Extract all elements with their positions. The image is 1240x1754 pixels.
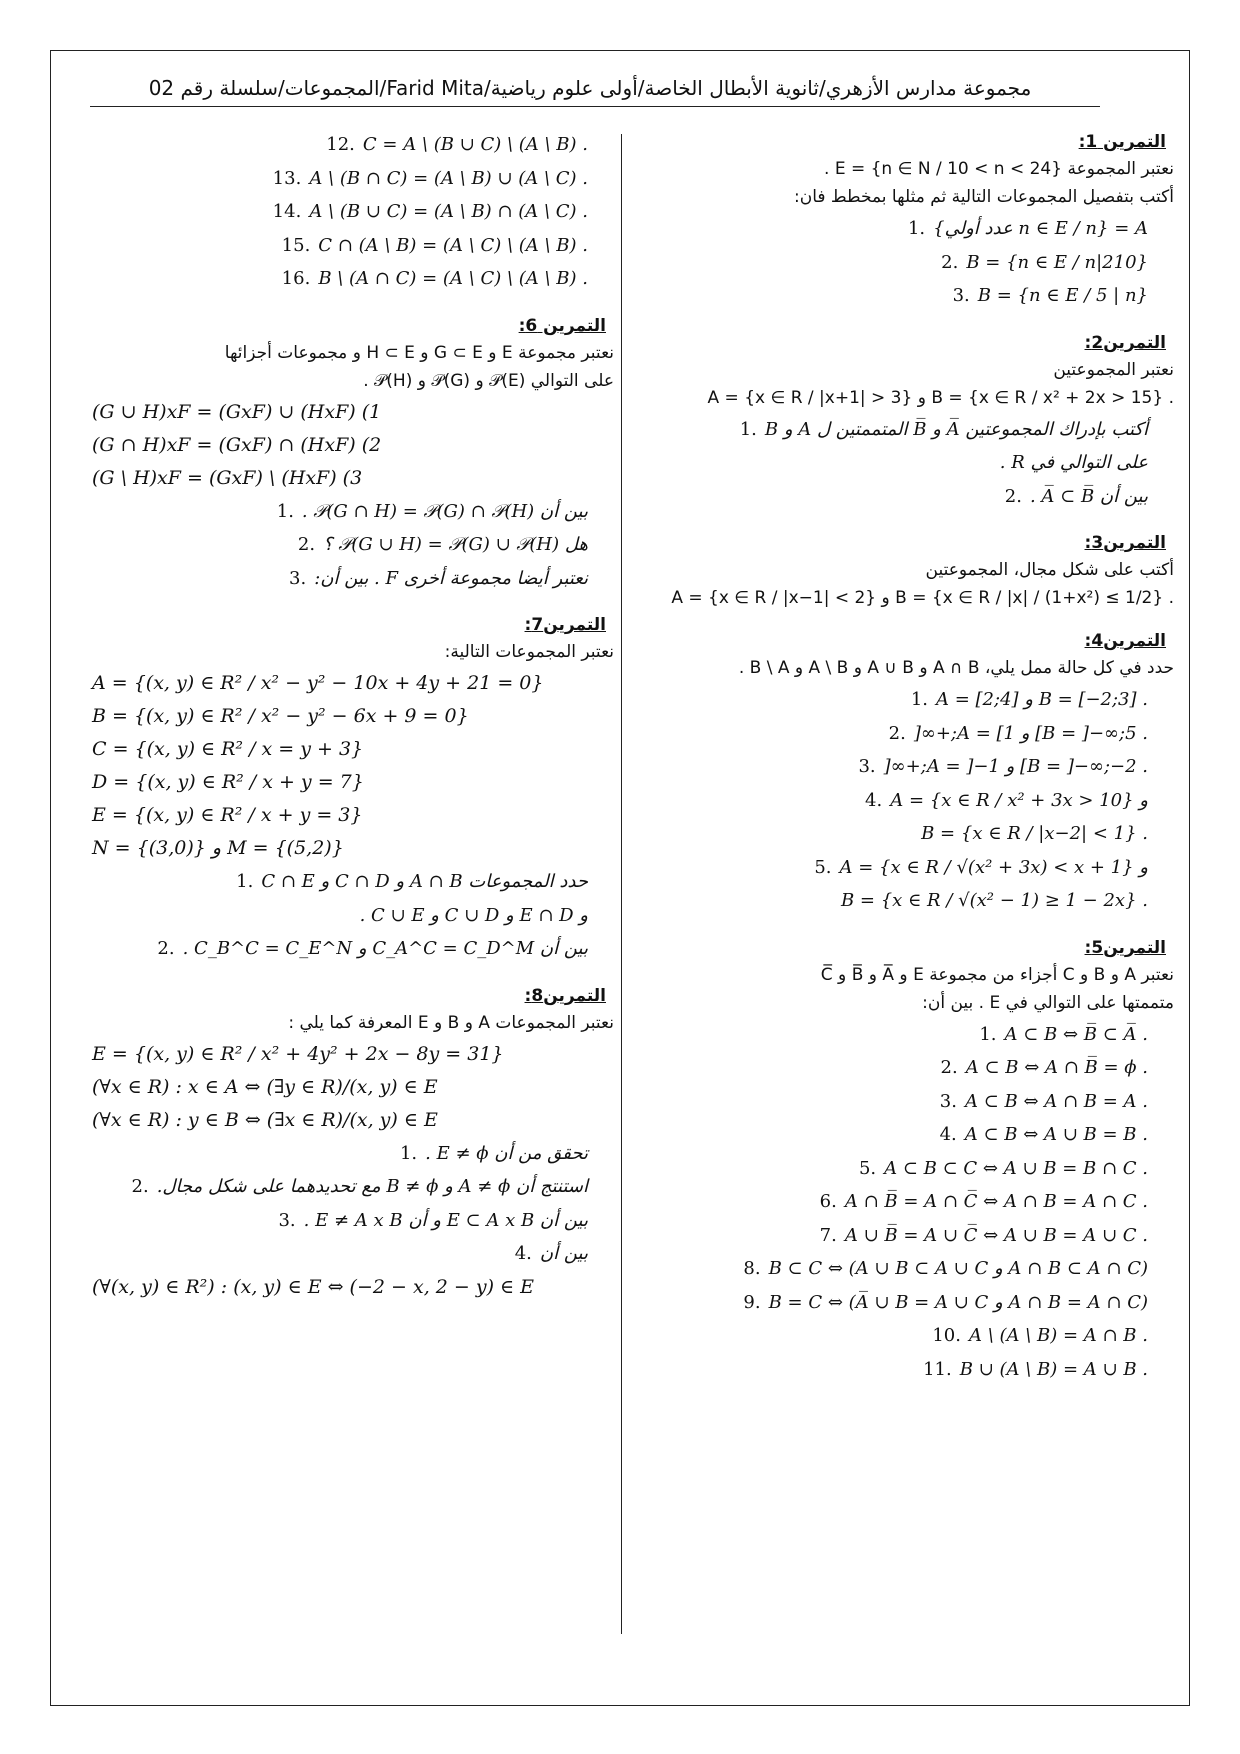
item-number: .6 <box>819 1191 837 1212</box>
math-list <box>62 396 614 495</box>
list-item <box>62 229 614 263</box>
exercise-intro: حدد في كل حالة ممل يلي، A ∩ B و A ∪ B و A \ B و B \ A . <box>738 658 1174 678</box>
right-exercise <box>634 631 1174 918</box>
list-item <box>62 495 614 529</box>
exercise-title: التمرين2: <box>1084 332 1166 353</box>
item-number: .4 <box>514 1243 532 1264</box>
item-text: على التوالي في R . <box>999 452 1148 473</box>
item-number: .9 <box>743 1291 761 1313</box>
item-text: . A ⊂ B ⇔ A ∩ B̅ = ϕ <box>965 1057 1148 1078</box>
list-item <box>634 480 1174 514</box>
math-list <box>62 1038 614 1137</box>
list-item <box>634 1353 1174 1387</box>
list-item <box>634 817 1174 851</box>
item-text: . B = [−2;3] و A = [2;4] <box>936 689 1148 710</box>
math-line: C = {(x, y) ∈ R² / x = y + 3} <box>92 738 364 760</box>
item-text: و A = {x ∈ R / x² + 3x > 10} <box>890 789 1148 811</box>
item-text: B = {n ∈ E / 5 | n} <box>977 285 1148 306</box>
exercise-title: التمرين3: <box>1084 533 1166 553</box>
item-list <box>62 1137 614 1271</box>
item-text: . B = {x ∈ R / |x−2| < 1} <box>921 823 1148 844</box>
item-text: تحقق من أن E ≠ ϕ . <box>425 1142 588 1164</box>
item-text: . A \ (B ∩ C) = (A \ B) ∪ (A \ C) <box>309 167 588 189</box>
item-text: . B = ]−∞;−2] و A = ]−1;+∞[ <box>883 756 1148 777</box>
list-item <box>62 932 614 966</box>
item-number: .1 <box>739 418 757 440</box>
exercise-intro: نعتبر مجموعة E و G ⊂ E و H ⊂ E و مجموعات أجزائها <box>224 342 614 363</box>
list-item <box>634 1286 1174 1320</box>
item-text: . A ⊂ B ⇔ B̅ ⊂ A̅ <box>1004 1023 1148 1045</box>
item-text: أكتب بإدراك المجموعتين A̅ و B̅ المتممتين ل A و B <box>764 418 1148 440</box>
item-number: .2 <box>297 534 316 555</box>
item-list <box>634 413 1174 514</box>
item-number: .4 <box>865 789 883 811</box>
math-list-after <box>62 1271 614 1304</box>
item-number: .16 <box>281 268 311 289</box>
item-text: بين أن E ⊂ A x B و أن E ≠ A x B . <box>303 1209 588 1231</box>
item-text: . A ⊂ B ⇔ A ∩ B = A <box>964 1090 1148 1112</box>
item-list <box>62 128 614 296</box>
item-text: و A = {x ∈ R / √(x² + 3x) < x + 1} <box>839 856 1148 878</box>
item-number: .1 <box>399 1142 418 1164</box>
item-number: .1 <box>910 689 928 710</box>
item-text: . B = ]−∞;5] و A = [1;+∞[ <box>913 722 1148 744</box>
item-text: بين أن 𝒫(G ∩ H) = 𝒫(G) ∩ 𝒫(H) . <box>301 500 588 522</box>
item-number: .12 <box>326 134 355 155</box>
item-number: .2 <box>888 722 906 744</box>
list-item <box>634 212 1174 246</box>
math-line: A = {(x, y) ∈ R² / x² − y² − 10x + 4y + 21 = 0} <box>92 672 544 694</box>
right-exercise <box>634 333 1174 514</box>
list-item <box>634 1152 1174 1186</box>
list-item <box>62 562 614 596</box>
math-line: (G \ H)xF = (GxF) \ (HxF) (3 <box>92 466 363 489</box>
item-text: . A ⊂ B ⊂ C ⇔ A ∪ B = B ∩ C <box>884 1157 1148 1179</box>
item-text: . B = {x ∈ R / √(x² − 1) ≥ 1 − 2x} <box>840 890 1148 911</box>
exercise-intro: نعتبر A و B و C أجزاء من مجموعة E و A̅ و B̅ و C̅ <box>820 964 1174 985</box>
list-item <box>634 784 1174 818</box>
item-list <box>634 1018 1174 1387</box>
item-text: بين أن <box>539 1243 588 1264</box>
item-text: B = {n ∈ E / n|210} <box>966 251 1148 273</box>
exercise-intro: متممتها على التوالي في E . بين أن: <box>922 992 1174 1013</box>
right-exercise <box>634 132 1174 313</box>
exercise-title: التمرين 6: <box>518 315 606 336</box>
list-item <box>62 128 614 162</box>
item-number: .1 <box>979 1023 997 1045</box>
left-exercise <box>62 986 614 1304</box>
list-item <box>634 446 1174 480</box>
item-number: .3 <box>939 1090 957 1112</box>
item-number: .3 <box>952 285 970 306</box>
list-item <box>634 246 1174 280</box>
item-text: A = {n ∈ E / n عدد أولي} <box>933 218 1148 239</box>
exercise-intro: نعتبر المجموعات التالية: <box>444 642 614 662</box>
list-item <box>634 717 1174 751</box>
list-item <box>634 1085 1174 1119</box>
exercise-intro: . B = {x ∈ R / x² + 2x > 15} و A = {x ∈ R / |x+1| > 3} <box>707 387 1174 408</box>
exercise-intro: نعتبر المجموعة E = {n ∈ N / 10 < n < 24} . <box>824 159 1174 179</box>
left-exercise <box>62 128 614 296</box>
item-text: . (A \ B) \ (A \ C) = (A ∩ C) \ B <box>318 268 588 289</box>
item-number: .2 <box>131 1176 149 1197</box>
list-item <box>62 162 614 196</box>
exercise-title: التمرين 1: <box>1078 132 1166 152</box>
math-line: D = {(x, y) ∈ R² / x + y = 7} <box>92 771 364 793</box>
item-number: .15 <box>281 234 311 256</box>
exercise-title: التمرين4: <box>1084 631 1166 651</box>
list-item <box>634 683 1174 717</box>
item-text: . (A \ B) \ (A \ C) = (A \ B) ∩ C <box>318 234 588 256</box>
item-text: (A ∩ B ⊂ A ∩ C و A ∪ B ⊂ A ∪ C) ⇔ B ⊂ C <box>768 1258 1148 1279</box>
item-number: .5 <box>858 1157 877 1179</box>
right-column <box>634 128 1174 1406</box>
item-list <box>62 495 614 596</box>
list-item <box>634 1018 1174 1052</box>
item-text: بين أن C_A^C = C_D^M و C_B^C = C_E^N . <box>182 938 588 959</box>
right-exercise <box>634 938 1174 1387</box>
item-number: .2 <box>157 938 175 959</box>
list-item <box>634 884 1174 918</box>
item-number: .14 <box>272 201 302 222</box>
exercise-intro: نعتبر المجموعتين <box>1053 359 1174 380</box>
item-number: .8 <box>743 1258 761 1279</box>
list-item <box>62 1137 614 1171</box>
exercise-intro: . B = {x ∈ R / |x| / (1+x²) ≤ 1/2} و A = {x ∈ R / |x−1| < 2} <box>671 588 1174 608</box>
exercise-title: التمرين5: <box>1084 937 1166 958</box>
math-line: (∀x ∈ R) : x ∈ A ⇔ (∃y ∈ R)/(x, y) ∈ E <box>92 1075 438 1098</box>
list-item <box>634 750 1174 784</box>
math-line: (G ∪ H)xF = (GxF) ∪ (HxF) (1 <box>92 400 382 423</box>
list-item <box>634 1185 1174 1219</box>
item-number: .2 <box>941 251 959 273</box>
header-rule <box>90 106 1100 107</box>
item-list <box>62 865 614 966</box>
math-line: E = {(x, y) ∈ R² / x + y = 3} <box>92 804 363 826</box>
list-item <box>62 262 614 296</box>
item-text: نعتبر أيضا مجموعة أخرى F . بين أن: <box>314 567 588 589</box>
math-line: E = {(x, y) ∈ R² / x² + 4y² + 2x − 8y = 31} <box>92 1042 504 1065</box>
item-text: . B ∪ (A \ B) = A ∪ B <box>959 1358 1148 1380</box>
item-text: . A ∩ B̅ = A ∩ C̅ ⇔ A ∩ B = A ∩ C <box>844 1191 1148 1212</box>
list-item <box>62 528 614 562</box>
math-line: N = {(3,0)} و M = {(5,2)} <box>92 837 344 859</box>
math-line: (∀x ∈ R) : y ∈ B ⇔ (∃x ∈ R)/(x, y) ∈ E <box>92 1108 438 1131</box>
item-text: و E ∩ D و C ∪ D و C ∪ E . <box>359 904 588 926</box>
item-text: . A ∪ B̅ = A ∪ C̅ ⇔ A ∪ B = A ∪ C <box>844 1224 1148 1246</box>
item-number: .11 <box>923 1358 952 1380</box>
list-item <box>62 195 614 229</box>
item-number: .1 <box>276 500 294 522</box>
list-item <box>634 1252 1174 1286</box>
item-list <box>634 683 1174 918</box>
left-exercise <box>62 316 614 596</box>
list-item <box>62 1237 614 1271</box>
item-text: . A \ (A \ B) = A ∩ B <box>968 1325 1148 1346</box>
list-item <box>62 1170 614 1204</box>
item-number: .3 <box>278 1209 296 1231</box>
item-number: .7 <box>819 1224 837 1246</box>
math-line: (G ∩ H)xF = (GxF) ∩ (HxF) (2 <box>92 433 382 456</box>
list-item <box>62 1204 614 1238</box>
math-list <box>62 667 614 865</box>
item-number: .1 <box>236 871 254 892</box>
item-number: .2 <box>1004 485 1022 507</box>
list-item <box>634 279 1174 313</box>
item-number: .3 <box>858 756 876 777</box>
exercise-intro: نعتبر المجموعات A و B و E المعرفة كما يلي : <box>288 1012 614 1033</box>
item-number: .3 <box>289 567 307 589</box>
item-text: بين أن A̅ ⊂ B̅ . <box>1029 485 1148 507</box>
item-number: .13 <box>272 167 302 189</box>
exercise-title: التمرين7: <box>524 615 606 635</box>
list-item <box>634 1219 1174 1253</box>
item-text: حدد المجموعات A ∩ B و C ∩ D و C ∩ E <box>261 871 588 892</box>
page-header: مجموعة مدارس الأزهري/ثانوية الأبطال الخاصة/أولى علوم رياضية/Farid Mita/المجموعات/سلسلة رقم 02 <box>148 76 1032 100</box>
list-item <box>634 413 1174 447</box>
item-number: .4 <box>939 1124 957 1145</box>
exercise-intro: أكتب بتفصيل المجموعات التالية ثم مثلها بمخطط فان: <box>793 187 1174 207</box>
item-text: (A ∩ B = A ∩ C و A̅ ∪ B = A ∪ C) ⇔ B = C <box>768 1291 1148 1313</box>
right-exercise <box>634 533 1174 611</box>
item-number: .10 <box>932 1325 961 1346</box>
exercise-intro: أكتب على شكل مجال، المجموعتين <box>925 560 1174 580</box>
left-exercise <box>62 615 614 966</box>
exercise-title: التمرين8: <box>524 985 606 1006</box>
item-list <box>634 212 1174 313</box>
list-item <box>634 851 1174 885</box>
item-text: . A \ (B ∪ C) = (A \ B) ∩ (A \ C) <box>309 201 588 222</box>
column-divider <box>621 134 622 1634</box>
item-text: . A ⊂ B ⇔ A ∪ B = B <box>964 1124 1148 1145</box>
exercise-intro: على التوالي 𝒫(E) و 𝒫(G) و 𝒫(H) . <box>363 370 614 391</box>
list-item <box>62 899 614 933</box>
list-item <box>634 1051 1174 1085</box>
list-item <box>634 1319 1174 1353</box>
left-column <box>62 128 614 1324</box>
item-text: هل 𝒫(G ∪ H) = 𝒫(G) ∪ 𝒫(H) ؟ <box>323 534 588 555</box>
item-number: .5 <box>814 856 832 878</box>
item-number: .2 <box>940 1057 958 1078</box>
list-item <box>62 865 614 899</box>
math-line: B = {(x, y) ∈ R² / x² − y² − 6x + 9 = 0} <box>92 705 469 727</box>
item-text: . (A \ B) \ C = A \ (B ∪ C) <box>362 134 588 155</box>
math-line: (∀(x, y) ∈ R²) : (x, y) ∈ E ⇔ (−2 − x, 2 − y) ∈ E <box>92 1275 535 1298</box>
item-text: استنتج أن A ≠ ϕ و B ≠ ϕ مع تحديدهما على شكل مجال. <box>156 1176 588 1197</box>
list-item <box>634 1118 1174 1152</box>
item-number: .1 <box>907 218 926 239</box>
